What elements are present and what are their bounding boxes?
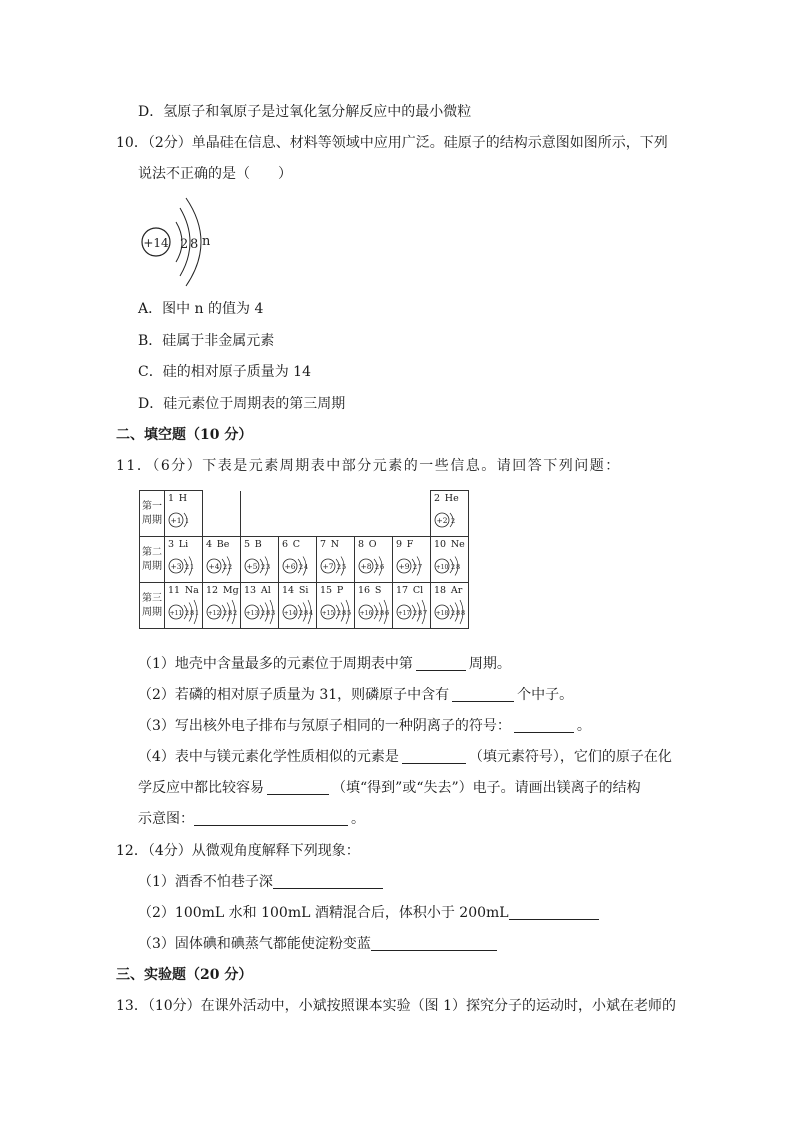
shell-electron-count: 7	[423, 609, 428, 617]
answer-blank[interactable]	[371, 936, 497, 951]
shell-electron-count: 2	[337, 563, 342, 571]
atomic-number: 11	[168, 585, 181, 596]
shell-electron-count: 2	[451, 609, 456, 617]
shell-electron-count: 1	[195, 609, 200, 617]
shell-electron-count: 2	[375, 563, 380, 571]
element-cell	[203, 537, 241, 583]
atomic-number: 1	[168, 493, 175, 504]
shell-electron-count: 2	[261, 609, 266, 617]
q10-option-d: D．硅元素位于周期表的第三周期	[138, 396, 346, 412]
element-symbol: S	[374, 585, 382, 596]
atomic-number: 14	[282, 585, 295, 596]
q10-option-c: C．硅的相对原子质量为 14	[138, 364, 311, 380]
element-symbol: Na	[184, 585, 199, 596]
shell-electron-count: 2	[337, 609, 342, 617]
q12-stem: 12．（4分）从微观角度解释下列现象：	[116, 843, 360, 859]
shell-electron-count: 2	[185, 563, 190, 571]
atomic-structure-diagram	[319, 553, 353, 579]
shell-electron-count: 2	[233, 609, 238, 617]
periodic-table	[139, 490, 469, 629]
nucleus-charge: +17	[397, 610, 411, 617]
element-cell	[203, 583, 241, 629]
atomic-structure-diagram	[167, 599, 201, 625]
answer-blank[interactable]	[514, 718, 574, 733]
answer-blank[interactable]	[402, 749, 466, 764]
atomic-structure-diagram	[205, 553, 239, 579]
answer-blank[interactable]	[273, 874, 383, 889]
q11-sub2: （2）若磷的相对原子质量为 31，则磷原子中含有 个中子。	[138, 687, 574, 703]
shell-electron-count: 6	[385, 609, 390, 617]
element-label	[206, 539, 229, 550]
atomic-structure-diagram	[357, 553, 391, 579]
nucleus-charge: +5	[246, 562, 258, 571]
element-symbol: P	[336, 585, 344, 596]
row-label-period-2: 第二 周期	[140, 537, 165, 583]
element-cell	[431, 491, 469, 537]
answer-blank[interactable]	[509, 905, 599, 920]
atomic-structure-diagram	[357, 599, 391, 625]
atomic-structure-diagram	[167, 553, 201, 579]
element-cell	[431, 537, 469, 583]
shell-electron-count: 4	[309, 609, 314, 617]
shell1-count: 2	[180, 237, 189, 252]
shell-electron-count: 2	[413, 609, 418, 617]
element-symbol: F	[406, 539, 414, 550]
element-label	[282, 539, 300, 550]
shell-electron-count: 2	[228, 563, 233, 571]
shell-electron-count: 2	[413, 563, 418, 571]
shell-electron-count: 8	[456, 563, 461, 571]
element-label	[168, 539, 188, 550]
q11-sub1: （1）地壳中含量最多的元素位于周期表中第 周期。	[138, 656, 511, 672]
nucleus-label: +14	[143, 236, 169, 250]
element-symbol: Al	[260, 585, 271, 596]
atomic-structure-diagram	[243, 553, 277, 579]
element-label	[244, 585, 271, 596]
element-cell	[355, 583, 393, 629]
element-cell	[241, 537, 279, 583]
shell-electron-count: 2	[451, 563, 456, 571]
element-cell	[431, 583, 469, 629]
nucleus-charge: +2	[436, 516, 448, 525]
element-cell	[279, 537, 317, 583]
q13-stem: 13．（10分）在课外活动中，小斌按照课本实验（图 1）探究分子的运动时，小斌在老师的	[116, 998, 676, 1014]
shell-electron-count: 2	[451, 517, 456, 525]
element-label	[206, 585, 239, 596]
section-3-heading: 三、实验题（20 分）	[116, 967, 253, 983]
q11-stem: 11．（6分）下表是元素周期表中部分元素的一些信息。请回答下列问题：	[116, 458, 621, 474]
nucleus-charge: +3	[170, 562, 182, 571]
shell-electron-count: 8	[304, 609, 309, 617]
element-label	[358, 585, 381, 596]
element-label	[244, 539, 262, 550]
element-symbol: He	[444, 493, 459, 504]
shell2-count: 8	[190, 237, 199, 252]
q11-sub3: （3）写出核外电子排布与氖原子相同的一种阴离子的符号： 。	[138, 718, 591, 734]
shell-electron-count: 7	[418, 563, 423, 571]
atomic-structure-diagram	[243, 599, 277, 625]
atomic-number: 15	[320, 585, 333, 596]
shell-electron-count: 8	[266, 609, 271, 617]
element-symbol: H	[178, 493, 188, 504]
element-symbol: B	[254, 539, 262, 550]
q12-sub1: （1）酒香不怕巷子深	[138, 873, 386, 891]
element-cell	[241, 583, 279, 629]
atomic-number: 17	[396, 585, 409, 596]
atomic-number: 9	[396, 539, 403, 550]
element-symbol: Li	[178, 539, 189, 550]
answer-blank[interactable]	[194, 811, 348, 826]
answer-blank[interactable]	[452, 687, 514, 702]
element-symbol: C	[292, 539, 301, 550]
shell-electron-count: 6	[380, 563, 385, 571]
element-cell	[165, 537, 203, 583]
shell-electron-count: 8	[418, 609, 423, 617]
element-cell	[165, 583, 203, 629]
element-label	[320, 585, 343, 596]
shell-electron-count: 8	[228, 609, 233, 617]
q11-sub4-line3: 示意图： 。	[138, 811, 365, 827]
element-label	[358, 539, 377, 550]
row-label-period-3: 第三 周期	[140, 583, 165, 629]
element-label	[434, 585, 462, 596]
q10-stem-line2: 说法不正确的是（ ）	[138, 166, 292, 182]
nucleus-charge: +8	[360, 562, 372, 571]
nucleus-charge: +11	[169, 610, 183, 617]
nucleus-charge: +18	[435, 610, 449, 617]
shell-electron-count: 8	[461, 609, 466, 617]
answer-blank[interactable]	[267, 780, 329, 795]
element-cell	[393, 537, 431, 583]
q11-sub4-line1: （4）表中与镁元素化学性质相似的元素是 （填元素符号），它们的原子在化	[138, 749, 672, 765]
shell-electron-count: 4	[304, 563, 309, 571]
q11-sub4-line2: 学反应中都比较容易 （填“得到”或“失去”）电子。请画出镁离子的结构	[138, 780, 641, 796]
q10-stem-line1: 10．（2分）单晶硅在信息、材料等领域中应用广泛。硅原子的结构示意图如图所示，下列	[116, 135, 668, 151]
atomic-structure-diagram	[205, 599, 239, 625]
shell-electron-count: 8	[456, 609, 461, 617]
element-symbol: Si	[298, 585, 309, 596]
nucleus-charge: +7	[322, 562, 334, 571]
element-label	[434, 493, 459, 504]
atomic-structure-diagram	[433, 553, 467, 579]
nucleus-charge: +9	[398, 562, 410, 571]
atomic-number: 13	[244, 585, 257, 596]
element-cell	[317, 537, 355, 583]
shell-electron-count: 2	[299, 609, 304, 617]
element-symbol: Be	[216, 539, 230, 550]
atomic-structure-diagram	[433, 507, 467, 533]
shell-electron-count: 2	[185, 609, 190, 617]
shell-electron-count: 8	[380, 609, 385, 617]
nucleus-charge: +10	[435, 564, 449, 571]
atomic-number: 4	[206, 539, 213, 550]
element-symbol: Ne	[450, 539, 465, 550]
shell-electron-count: 5	[342, 563, 347, 571]
nucleus-charge: +15	[321, 610, 335, 617]
element-label	[168, 585, 199, 596]
atomic-structure-diagram	[281, 553, 315, 579]
shell-electron-count: 2	[375, 609, 380, 617]
element-label	[320, 539, 339, 550]
shell3-count: n	[202, 234, 211, 249]
element-symbol: Mg	[222, 585, 239, 596]
element-label	[282, 585, 308, 596]
atomic-number: 18	[434, 585, 447, 596]
nucleus-charge: +4	[208, 562, 220, 571]
element-cell	[393, 583, 431, 629]
element-cell	[279, 583, 317, 629]
answer-blank[interactable]	[416, 656, 466, 671]
atomic-structure-diagram	[395, 553, 429, 579]
q10-option-a: A．图中 n 的值为 4	[138, 301, 264, 317]
shell-electron-count: 2	[223, 609, 228, 617]
element-symbol: Cl	[412, 585, 424, 596]
shell-electron-count: 3	[271, 609, 276, 617]
element-symbol: N	[330, 539, 340, 550]
shell-electron-count: 2	[261, 563, 266, 571]
row-label-period-1: 第一 周期	[140, 491, 165, 537]
shell-electron-count: 3	[266, 563, 271, 571]
element-cell	[165, 491, 203, 537]
silicon-atom-diagram	[138, 194, 228, 290]
atomic-structure-diagram	[281, 599, 315, 625]
element-cell	[355, 537, 393, 583]
q9-option-d: D．氢原子和氧原子是过氧化氢分解反应中的最小微粒	[138, 104, 472, 120]
element-cell	[317, 583, 355, 629]
shell-electron-count: 1	[190, 563, 195, 571]
shell-electron-count: 2	[299, 563, 304, 571]
nucleus-charge: +6	[284, 562, 296, 571]
atomic-number: 2	[434, 493, 441, 504]
shell-electron-count: 5	[347, 609, 352, 617]
atomic-number: 10	[434, 539, 447, 550]
nucleus-charge: +16	[359, 610, 373, 617]
atomic-number: 7	[320, 539, 327, 550]
atomic-number: 5	[244, 539, 251, 550]
atomic-number: 6	[282, 539, 289, 550]
element-label	[396, 539, 413, 550]
nucleus-charge: +14	[283, 610, 297, 617]
nucleus-charge: +1	[170, 516, 182, 525]
element-label	[168, 493, 187, 504]
atomic-structure-diagram	[167, 507, 201, 533]
atomic-structure-diagram	[433, 599, 467, 625]
element-label	[434, 539, 465, 550]
atomic-structure-diagram	[319, 599, 353, 625]
shell-electron-count: 2	[223, 563, 228, 571]
element-label	[396, 585, 423, 596]
q12-sub3: （3）固体碘和碘蒸气都能使淀粉变蓝	[138, 935, 500, 953]
atomic-number: 3	[168, 539, 175, 550]
element-symbol: O	[368, 539, 377, 550]
atomic-number: 8	[358, 539, 365, 550]
atomic-number: 16	[358, 585, 371, 596]
atomic-number: 12	[206, 585, 219, 596]
section-2-heading: 二、填空题（10 分）	[116, 427, 253, 443]
q10-option-b: B．硅属于非金属元素	[138, 333, 275, 349]
element-symbol: Ar	[450, 585, 463, 596]
q12-sub2: （2）100mL 水和 100mL 酒精混合后，体积小于 200mL	[138, 904, 602, 922]
nucleus-charge: +12	[207, 610, 221, 617]
shell-electron-count: 1	[185, 517, 190, 525]
shell-electron-count: 8	[190, 609, 195, 617]
nucleus-charge: +13	[245, 610, 259, 617]
shell-electron-count: 8	[342, 609, 347, 617]
atomic-structure-diagram	[395, 599, 429, 625]
